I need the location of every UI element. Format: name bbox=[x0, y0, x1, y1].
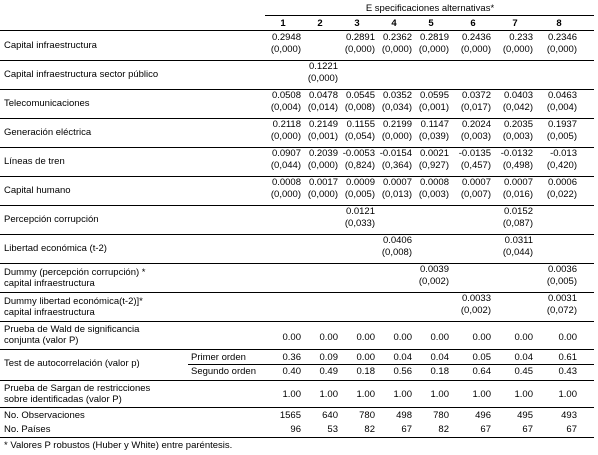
coef-r3-c4: 0.0352 bbox=[382, 90, 412, 101]
observations-c4: 498 bbox=[396, 410, 412, 421]
sargan-label: Prueba de Sargan de restricciones bbox=[4, 383, 151, 394]
coef-r3-c3: 0.0545 bbox=[345, 90, 375, 101]
row-label-3: Telecomunicaciones bbox=[4, 98, 90, 109]
pvalue-r4-c1: (0,000) bbox=[270, 131, 301, 142]
coef-r6-c8: 0.0006 bbox=[547, 177, 577, 188]
coef-r5-c2: 0.2039 bbox=[308, 148, 338, 159]
countries-c6: 67 bbox=[480, 424, 491, 435]
pvalue-r9-c8: (0,005) bbox=[546, 276, 577, 287]
autocorr-first-c4: 0.04 bbox=[393, 352, 412, 363]
coef-r1-c6: 0.2436 bbox=[461, 32, 491, 43]
pvalue-r6-c4: (0,013) bbox=[381, 189, 412, 200]
countries-c8: 67 bbox=[566, 424, 577, 435]
column-number-7: 7 bbox=[512, 18, 518, 29]
coef-r1-c1: 0.2948 bbox=[271, 32, 301, 43]
countries-label: No. Países bbox=[4, 424, 51, 435]
coef-r3-c6: 0.0372 bbox=[461, 90, 491, 101]
coef-r5-c5: 0.0021 bbox=[419, 148, 449, 159]
pvalue-r10-c8: (0,072) bbox=[546, 305, 577, 316]
pvalue-r4-c4: (0,000) bbox=[381, 131, 412, 142]
sargan-value-c2: 1.00 bbox=[319, 389, 338, 400]
pvalue-r5-c1: (0,044) bbox=[270, 160, 301, 171]
coef-r1-c8: 0.2346 bbox=[547, 32, 577, 43]
pvalue-r8-c4: (0,008) bbox=[381, 247, 412, 258]
sargan-rule bbox=[0, 407, 594, 408]
header-underline bbox=[265, 15, 594, 16]
row-label-7: Percepción corrupción bbox=[4, 214, 99, 225]
autocorr-second-c2: 0.49 bbox=[319, 366, 338, 377]
pvalue-r1-c3: (0,000) bbox=[344, 44, 375, 55]
autocorr-first-c3: 0.00 bbox=[356, 352, 375, 363]
coef-r10-c8: 0.0031 bbox=[547, 293, 577, 304]
observations-c5: 780 bbox=[433, 410, 449, 421]
header-title: E specificaciones alternativas* bbox=[365, 3, 495, 14]
observations-c7: 495 bbox=[517, 410, 533, 421]
autocorr-label: Test de autocorrelación (valor p) bbox=[4, 358, 140, 369]
pvalue-r2-c2: (0,000) bbox=[307, 73, 338, 84]
autocorr-rule bbox=[0, 380, 594, 381]
row-label-9: capital infraestructura bbox=[4, 278, 95, 289]
sargan-value-c7: 1.00 bbox=[514, 389, 533, 400]
coef-r5-c4: -0.0154 bbox=[379, 148, 412, 159]
coef-r6-c5: 0.0008 bbox=[419, 177, 449, 188]
coef-r4-c8: 0.1937 bbox=[547, 119, 577, 130]
pvalue-r1-c1: (0,000) bbox=[270, 44, 301, 55]
coef-r4-c5: 0.1147 bbox=[420, 119, 449, 130]
coef-r4-c4: 0.2199 bbox=[382, 119, 412, 130]
coef-r3-c1: 0.0508 bbox=[271, 90, 301, 101]
autocorr-second-c8: 0.43 bbox=[558, 366, 577, 377]
pvalue-r5-c5: (0,927) bbox=[418, 160, 449, 171]
autocorr-first-c2: 0.09 bbox=[319, 352, 338, 363]
sargan-value-c8: 1.00 bbox=[558, 389, 577, 400]
pvalue-r3-c1: (0,004) bbox=[270, 102, 301, 113]
row-label-6: Capital humano bbox=[4, 185, 71, 196]
coef-r5-c6: -0.0135 bbox=[458, 148, 491, 159]
coef-r5-c7: -0.0132 bbox=[500, 148, 533, 159]
pvalue-r3-c4: (0,034) bbox=[381, 102, 412, 113]
column-number-3: 3 bbox=[354, 18, 360, 29]
autocorr-first-label: Primer orden bbox=[191, 352, 246, 363]
autocorr-second-label: Segundo orden bbox=[191, 366, 256, 377]
autocorr-second-c4: 0.56 bbox=[393, 366, 412, 377]
row-rule-9 bbox=[0, 292, 594, 293]
autocorr-second-c6: 0.64 bbox=[472, 366, 491, 377]
observations-c2: 640 bbox=[322, 410, 338, 421]
row-label-10: capital infraestructura bbox=[4, 307, 95, 318]
autocorr-second-c7: 0.45 bbox=[514, 366, 533, 377]
sargan-value-c3: 1.00 bbox=[356, 389, 375, 400]
pvalue-r6-c1: (0,000) bbox=[270, 189, 301, 200]
autocorr-second-c1: 0.40 bbox=[282, 366, 301, 377]
pvalue-r8-c7: (0,044) bbox=[502, 247, 533, 258]
autocorr-first-c1: 0.36 bbox=[282, 352, 301, 363]
countries-c7: 67 bbox=[522, 424, 533, 435]
coef-r6-c6: 0.0007 bbox=[461, 177, 491, 188]
footnote: * Valores P robustos (Huber y White) entre paréntesis. bbox=[4, 440, 233, 451]
wald-value-c2: 0.00 bbox=[319, 332, 338, 343]
observations-c8: 493 bbox=[561, 410, 577, 421]
pvalue-r6-c2: (0,000) bbox=[307, 189, 338, 200]
coef-r2-c2: 0.1221 bbox=[308, 61, 338, 72]
coef-r6-c3: 0.0009 bbox=[345, 177, 375, 188]
coef-r6-c7: 0.0007 bbox=[503, 177, 533, 188]
wald-value-c6: 0.00 bbox=[472, 332, 491, 343]
row-label-1: Capital infraestructura bbox=[4, 40, 97, 51]
coef-r1-c5: 0.2819 bbox=[419, 32, 449, 43]
pvalue-r5-c2: (0,000) bbox=[307, 160, 338, 171]
wald-value-c8: 0.00 bbox=[558, 332, 577, 343]
pvalue-r4-c8: (0,005) bbox=[546, 131, 577, 142]
coef-r3-c7: 0.0403 bbox=[503, 90, 533, 101]
header-bottom-rule bbox=[0, 30, 594, 31]
row-label-4: Generación eléctrica bbox=[4, 127, 92, 138]
wald-label: Prueba de Wald de significancia bbox=[4, 324, 140, 335]
countries-c5: 82 bbox=[438, 424, 449, 435]
wald-value-c5: 0.00 bbox=[430, 332, 449, 343]
column-number-8: 8 bbox=[556, 18, 562, 29]
countries-c4: 67 bbox=[401, 424, 412, 435]
pvalue-r3-c5: (0,001) bbox=[418, 102, 449, 113]
pvalue-r5-c7: (0,498) bbox=[502, 160, 533, 171]
pvalue-r3-c6: (0,017) bbox=[460, 102, 491, 113]
pvalue-r6-c3: (0,005) bbox=[344, 189, 375, 200]
countries-c3: 82 bbox=[364, 424, 375, 435]
pvalue-r10-c6: (0,002) bbox=[460, 305, 491, 316]
table-bottom-rule bbox=[0, 437, 594, 438]
pvalue-r6-c7: (0,016) bbox=[502, 189, 533, 200]
pvalue-r7-c3: (0,033) bbox=[344, 218, 375, 229]
sargan-label: sobre identificadas (valor P) bbox=[4, 394, 122, 405]
pvalue-r5-c8: (0,420) bbox=[546, 160, 577, 171]
coef-r4-c1: 0.2118 bbox=[272, 119, 301, 130]
countries-c2: 53 bbox=[327, 424, 338, 435]
pvalue-r4-c2: (0,001) bbox=[307, 131, 338, 142]
coef-r7-c3: 0.0121 bbox=[345, 206, 375, 217]
sargan-value-c6: 1.00 bbox=[472, 389, 491, 400]
autocorr-first-c7: 0.04 bbox=[514, 352, 533, 363]
autocorr-first-c5: 0.04 bbox=[430, 352, 449, 363]
coef-r7-c7: 0.0152 bbox=[503, 206, 533, 217]
coef-r4-c7: 0.2035 bbox=[503, 119, 533, 130]
pvalue-r6-c6: (0,007) bbox=[460, 189, 491, 200]
pvalue-r3-c2: (0,014) bbox=[307, 102, 338, 113]
coef-r5-c8: -0.013 bbox=[550, 148, 577, 159]
pvalue-r1-c4: (0,000) bbox=[381, 44, 412, 55]
observations-label: No. Observaciones bbox=[4, 410, 85, 421]
wald-value-c4: 0.00 bbox=[393, 332, 412, 343]
coef-r4-c2: 0.2149 bbox=[308, 119, 338, 130]
sargan-value-c4: 1.00 bbox=[393, 389, 412, 400]
coef-r1-c7: 0.233 bbox=[509, 32, 533, 43]
pvalue-r3-c3: (0,008) bbox=[344, 102, 375, 113]
pvalue-r6-c8: (0,022) bbox=[546, 189, 577, 200]
pvalue-r3-c7: (0,042) bbox=[502, 102, 533, 113]
coef-r5-c3: -0.0053 bbox=[342, 148, 375, 159]
coef-r5-c1: 0.0907 bbox=[271, 148, 301, 159]
pvalue-r5-c3: (0,824) bbox=[344, 160, 375, 171]
row-label-10: Dummy libertad económica(t-2)]* bbox=[4, 296, 143, 307]
autocorr-second-c5: 0.18 bbox=[430, 366, 449, 377]
column-number-1: 1 bbox=[280, 18, 286, 29]
coef-r8-c7: 0.0311 bbox=[504, 235, 533, 246]
row-label-5: Líneas de tren bbox=[4, 156, 65, 167]
observations-c3: 780 bbox=[359, 410, 375, 421]
column-number-6: 6 bbox=[470, 18, 476, 29]
coef-r6-c2: 0.0017 bbox=[308, 177, 338, 188]
row-label-8: Libertad económica (t-2) bbox=[4, 243, 107, 254]
coef-r3-c8: 0.0463 bbox=[547, 90, 577, 101]
pvalue-r7-c7: (0,087) bbox=[502, 218, 533, 229]
sargan-value-c1: 1.00 bbox=[282, 389, 301, 400]
sargan-value-c5: 1.00 bbox=[430, 389, 449, 400]
autocorr-first-c8: 0.61 bbox=[558, 352, 577, 363]
row-label-2: Capital infraestructura sector público bbox=[4, 69, 159, 80]
column-number-5: 5 bbox=[428, 18, 434, 29]
coef-r9-c8: 0.0036 bbox=[547, 264, 577, 275]
autocorr-mid-rule bbox=[188, 364, 594, 365]
row-rule-10 bbox=[0, 321, 594, 322]
wald-rule bbox=[0, 349, 594, 350]
countries-c1: 96 bbox=[290, 424, 301, 435]
wald-value-c1: 0.00 bbox=[282, 332, 301, 343]
coef-r1-c4: 0.2362 bbox=[382, 32, 412, 43]
pvalue-r1-c5: (0,000) bbox=[418, 44, 449, 55]
coef-r1-c3: 0.2891 bbox=[345, 32, 375, 43]
row-rule-8 bbox=[0, 263, 594, 264]
coef-r3-c5: 0.0595 bbox=[419, 90, 449, 101]
coef-r4-c6: 0.2024 bbox=[461, 119, 491, 130]
coef-r8-c4: 0.0406 bbox=[382, 235, 412, 246]
autocorr-first-c6: 0.05 bbox=[472, 352, 491, 363]
observations-c6: 496 bbox=[475, 410, 491, 421]
pvalue-r5-c6: (0,457) bbox=[460, 160, 491, 171]
wald-value-c7: 0.00 bbox=[514, 332, 533, 343]
column-number-2: 2 bbox=[317, 18, 323, 29]
coef-r4-c3: 0.1155 bbox=[346, 119, 375, 130]
coef-r10-c6: 0.0033 bbox=[461, 293, 491, 304]
coef-r6-c1: 0.0008 bbox=[271, 177, 301, 188]
column-number-4: 4 bbox=[391, 18, 397, 29]
coef-r3-c2: 0.0478 bbox=[308, 90, 338, 101]
coef-r6-c4: 0.0007 bbox=[382, 177, 412, 188]
pvalue-r1-c8: (0,000) bbox=[546, 44, 577, 55]
pvalue-r4-c3: (0,054) bbox=[344, 131, 375, 142]
pvalue-r1-c7: (0,000) bbox=[502, 44, 533, 55]
pvalue-r1-c6: (0,000) bbox=[460, 44, 491, 55]
autocorr-second-c3: 0.18 bbox=[356, 366, 375, 377]
wald-value-c3: 0.00 bbox=[356, 332, 375, 343]
pvalue-r6-c5: (0,003) bbox=[418, 189, 449, 200]
observations-c1: 1565 bbox=[279, 410, 301, 421]
pvalue-r3-c8: (0,004) bbox=[546, 102, 577, 113]
pvalue-r4-c7: (0,003) bbox=[502, 131, 533, 142]
pvalue-r4-c5: (0,039) bbox=[418, 131, 449, 142]
wald-label: conjunta (valor P) bbox=[4, 335, 79, 346]
pvalue-r4-c6: (0,003) bbox=[460, 131, 491, 142]
pvalue-r9-c5: (0,002) bbox=[418, 276, 449, 287]
row-label-9: Dummy (percepción corrupción) * bbox=[4, 267, 146, 278]
coef-r9-c5: 0.0039 bbox=[419, 264, 449, 275]
pvalue-r5-c4: (0,364) bbox=[381, 160, 412, 171]
